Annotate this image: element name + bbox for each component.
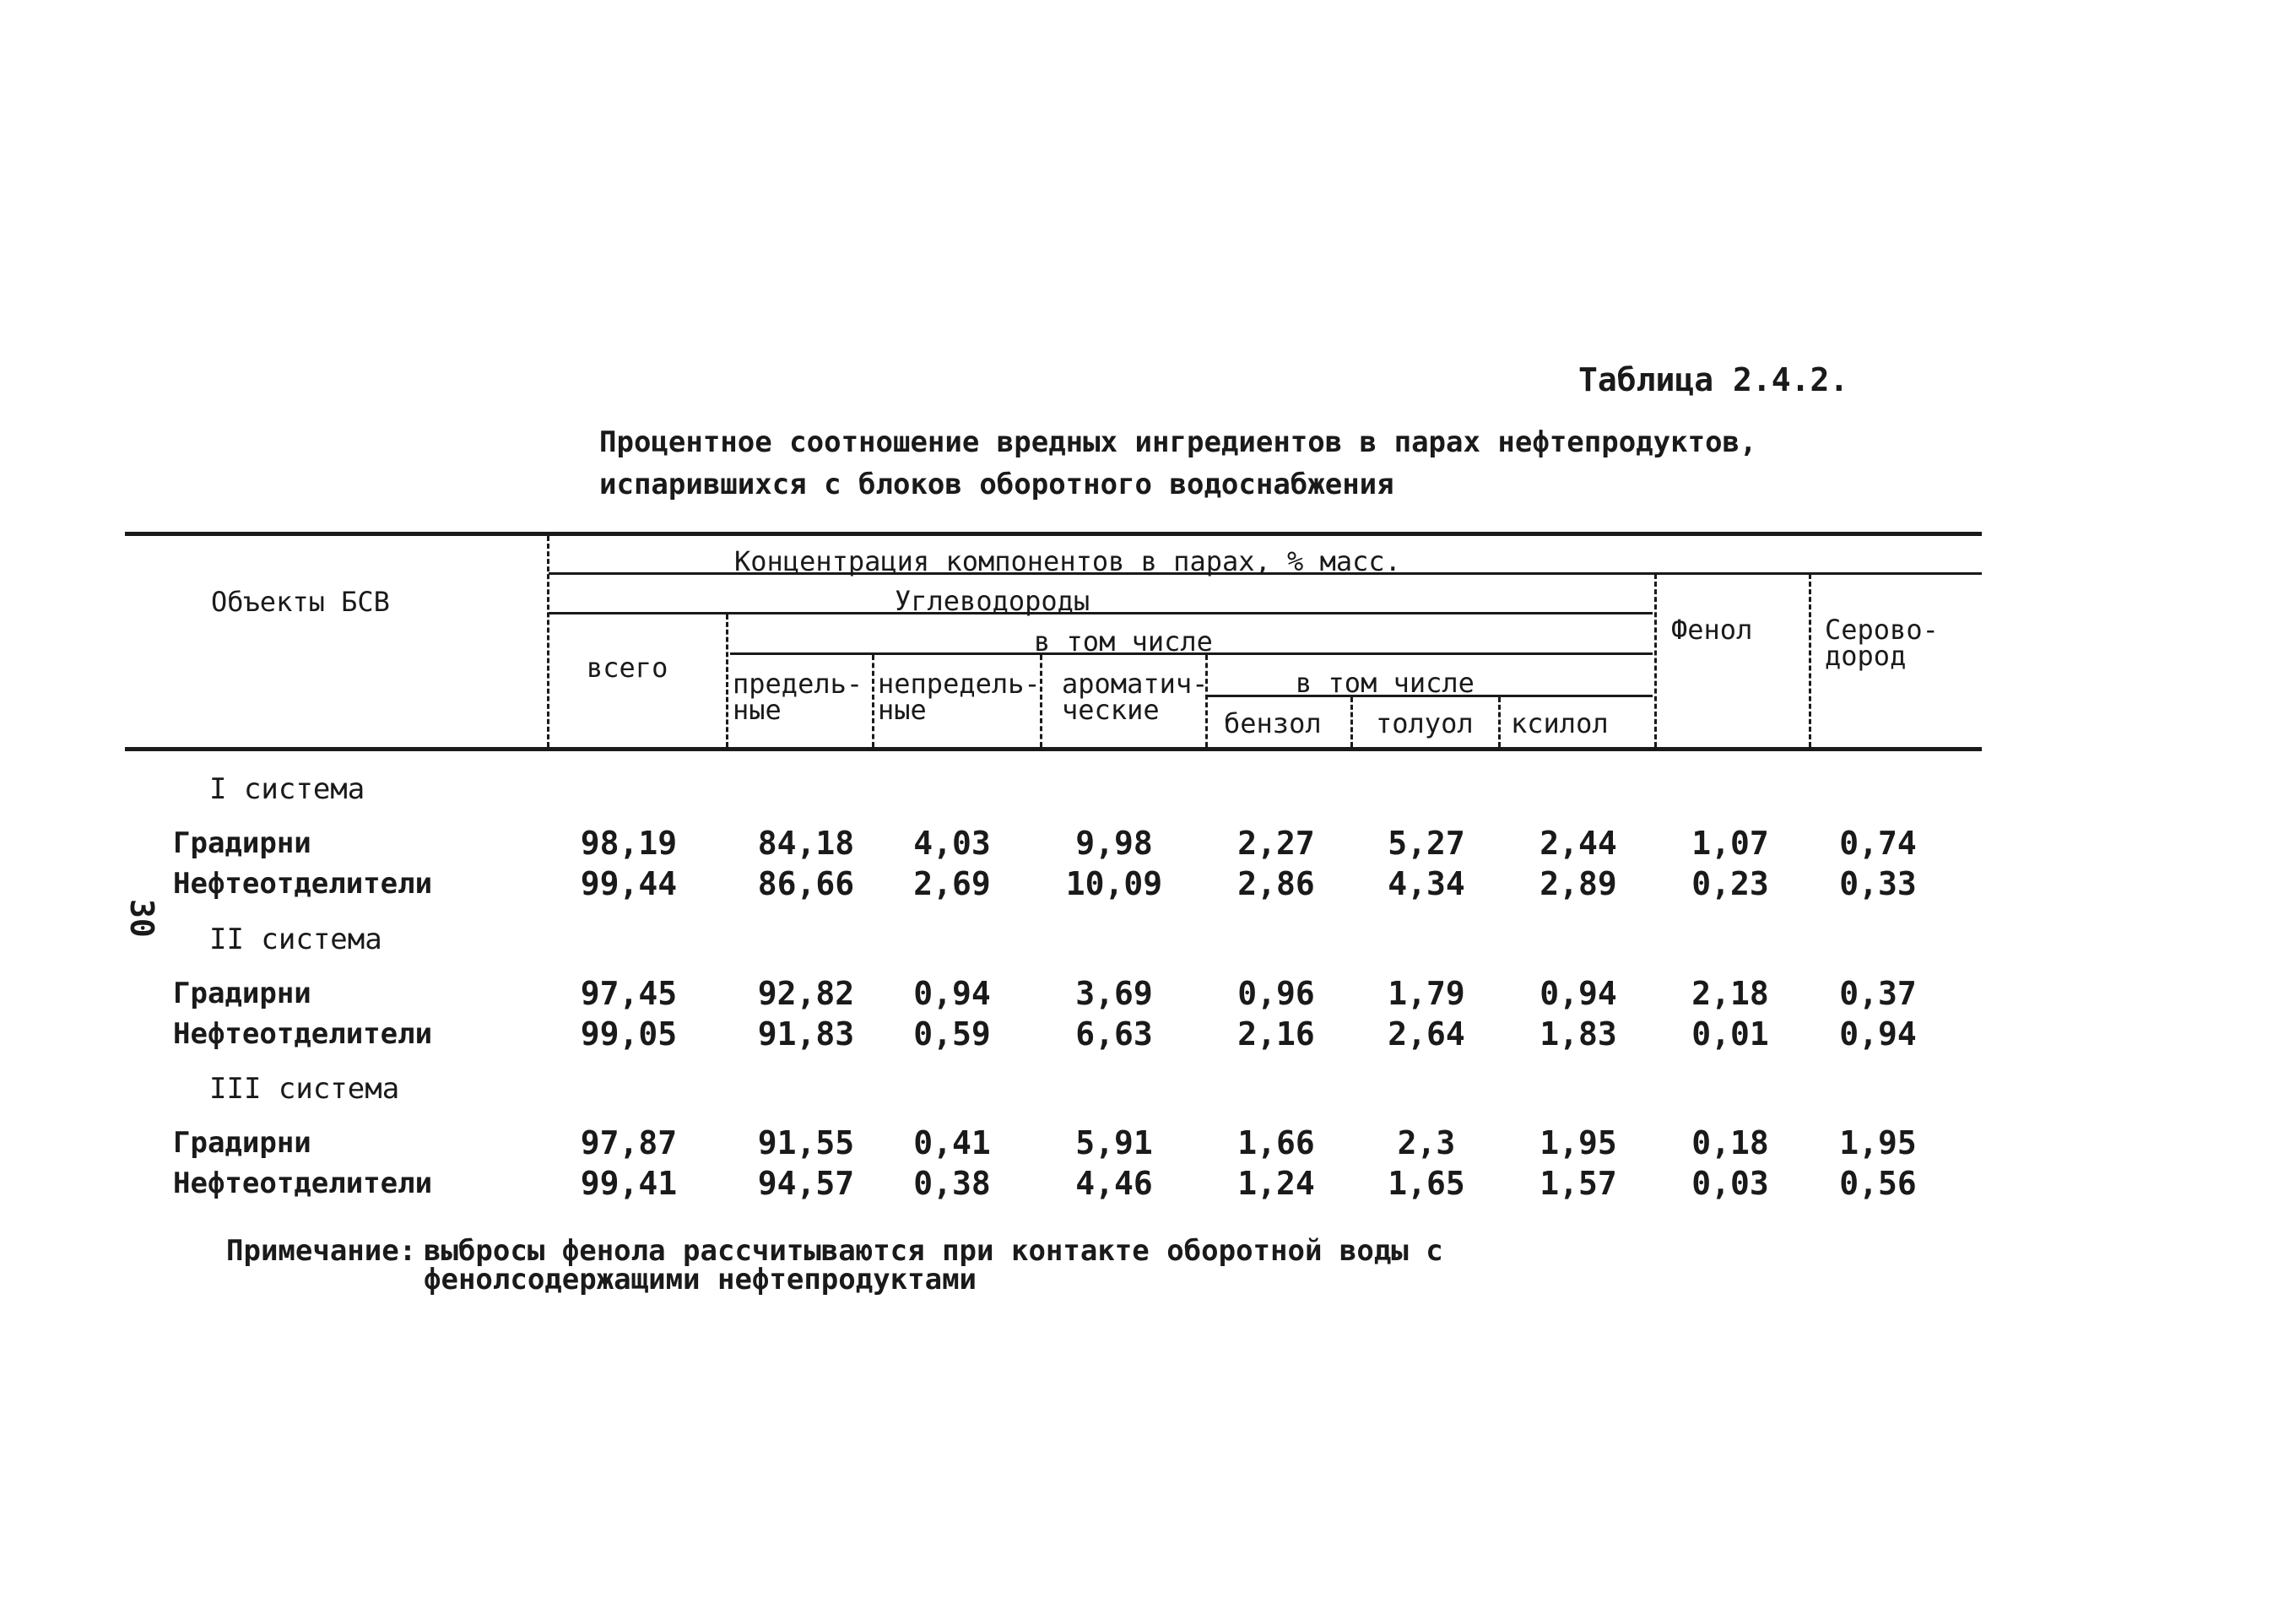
table-cell: 5,27 [1388, 825, 1465, 862]
table-cell: 0,01 [1691, 1015, 1769, 1053]
table-cell: 94,57 [757, 1165, 855, 1202]
table-cell: 0,33 [1839, 865, 1917, 902]
table-cell: 91,55 [757, 1124, 855, 1161]
separator-limiting [872, 655, 874, 747]
table-caption-line-1: Процентное соотношение вредных ингредиентов в парах нефтепродуктов, [599, 425, 1757, 459]
row-label: Градирни [173, 826, 311, 860]
table-cell: 0,94 [1839, 1015, 1917, 1053]
header-total: всего [587, 652, 668, 684]
table-cell: 10,09 [1065, 865, 1163, 902]
table-cell: 0,94 [913, 975, 991, 1012]
table-cell: 0,59 [913, 1015, 991, 1053]
note-prefix: Примечание: [226, 1234, 417, 1268]
table-cell: 99,41 [580, 1165, 678, 1202]
table-cell: 9,98 [1075, 825, 1153, 862]
group-title: II система [209, 923, 382, 956]
header-limiting-l1: предель- [733, 668, 863, 700]
header-phenol: Фенол [1671, 614, 1753, 646]
table-cell: 1,95 [1540, 1124, 1617, 1161]
table-cell: 84,18 [757, 825, 855, 862]
table-cell: 97,87 [580, 1124, 678, 1161]
header-benzene: бензол [1224, 707, 1322, 739]
table-cell: 2,89 [1540, 865, 1617, 902]
table-cell: 1,24 [1237, 1165, 1315, 1202]
table-cell: 1,83 [1540, 1015, 1617, 1053]
table-cell: 99,44 [580, 865, 678, 902]
table-cell: 0,38 [913, 1165, 991, 1202]
table-cell: 1,95 [1839, 1124, 1917, 1161]
table-cell: 0,23 [1691, 865, 1769, 902]
table-cell: 0,94 [1540, 975, 1617, 1012]
table-cell: 2,27 [1237, 825, 1315, 862]
table-cell: 0,74 [1839, 825, 1917, 862]
table-number: Таблица 2.4.2. [1578, 361, 1849, 398]
header-h2s-l1: Серово- [1825, 614, 1939, 646]
table-cell: 5,91 [1075, 1124, 1153, 1161]
table-cell: 0,37 [1839, 975, 1917, 1012]
group-title: III система [209, 1072, 400, 1106]
table-cell: 3,69 [1075, 975, 1153, 1012]
table-cell: 99,05 [580, 1015, 678, 1053]
table-cell: 0,18 [1691, 1124, 1769, 1161]
header-bottom-rule [125, 747, 1982, 751]
table-cell: 4,46 [1075, 1165, 1153, 1202]
table-cell: 2,86 [1237, 865, 1315, 902]
row-label: Нефтеотделители [173, 867, 433, 901]
header-objects: Объекты БСВ [211, 586, 390, 618]
header-unlimiting-l1: непредель- [878, 668, 1041, 700]
table-cell: 2,44 [1540, 825, 1617, 862]
header-unlimiting-l2: ные [878, 694, 927, 726]
table-cell: 2,69 [913, 865, 991, 902]
table-cell: 1,66 [1237, 1124, 1315, 1161]
table-top-rule [125, 532, 1982, 536]
separator-objects [547, 536, 549, 747]
row-label: Градирни [173, 1126, 311, 1160]
table-cell: 98,19 [580, 825, 678, 862]
table-cell: 0,41 [913, 1124, 991, 1161]
row-label: Градирни [173, 977, 311, 1010]
table-cell: 0,96 [1237, 975, 1315, 1012]
row-label: Нефтеотделители [173, 1017, 433, 1051]
separator-hydrocarbons [1654, 574, 1657, 747]
table-cell: 2,18 [1691, 975, 1769, 1012]
group-title: I система [209, 772, 365, 806]
separator-total [726, 614, 728, 747]
table-cell: 4,34 [1388, 865, 1465, 902]
table-cell: 86,66 [757, 865, 855, 902]
header-aromatic-l1: ароматич- [1062, 668, 1209, 700]
table-cell: 91,83 [757, 1015, 855, 1053]
separator-toluene [1498, 697, 1501, 747]
table-cell: 2,3 [1397, 1124, 1456, 1161]
table-cell: 1,65 [1388, 1165, 1465, 1202]
note-line-1: выбросы фенола рассчитываются при контакте оборотной воды с [424, 1234, 1443, 1268]
table-cell: 1,07 [1691, 825, 1769, 862]
table-cell: 4,03 [913, 825, 991, 862]
table-cell: 0,56 [1839, 1165, 1917, 1202]
table-cell: 2,64 [1388, 1015, 1465, 1053]
header-xylene: ксилол [1511, 707, 1609, 739]
table-caption-line-2: испарившихся с блоков оборотного водоснабжения [599, 468, 1394, 501]
header-h2s-l2: дород [1825, 640, 1907, 672]
header-hydrocarbons: Углеводороды [895, 585, 1090, 617]
hydrocarbons-rule [549, 612, 1653, 614]
header-aromatic-l2: ческие [1062, 694, 1160, 726]
separator-phenol [1809, 574, 1811, 747]
header-toluene: толуол [1376, 707, 1474, 739]
table-cell: 1,57 [1540, 1165, 1617, 1202]
table-cell: 1,79 [1388, 975, 1465, 1012]
header-limiting-l2: ные [733, 694, 782, 726]
table-cell: 0,03 [1691, 1165, 1769, 1202]
table-cell: 2,16 [1237, 1015, 1315, 1053]
table-cell: 6,63 [1075, 1015, 1153, 1053]
header-including: в том числе [1034, 625, 1213, 658]
table-cell: 97,45 [580, 975, 678, 1012]
table-cell: 92,82 [757, 975, 855, 1012]
page-number: 30 [123, 899, 160, 938]
row-label: Нефтеотделители [173, 1167, 433, 1200]
header-including-2: в том числе [1296, 667, 1475, 699]
separator-benzene [1350, 697, 1353, 747]
note-line-2: фенолсодержащими нефтепродуктами [424, 1263, 977, 1296]
header-concentration: Концентрация компонентов в парах, % масс. [734, 545, 1401, 577]
